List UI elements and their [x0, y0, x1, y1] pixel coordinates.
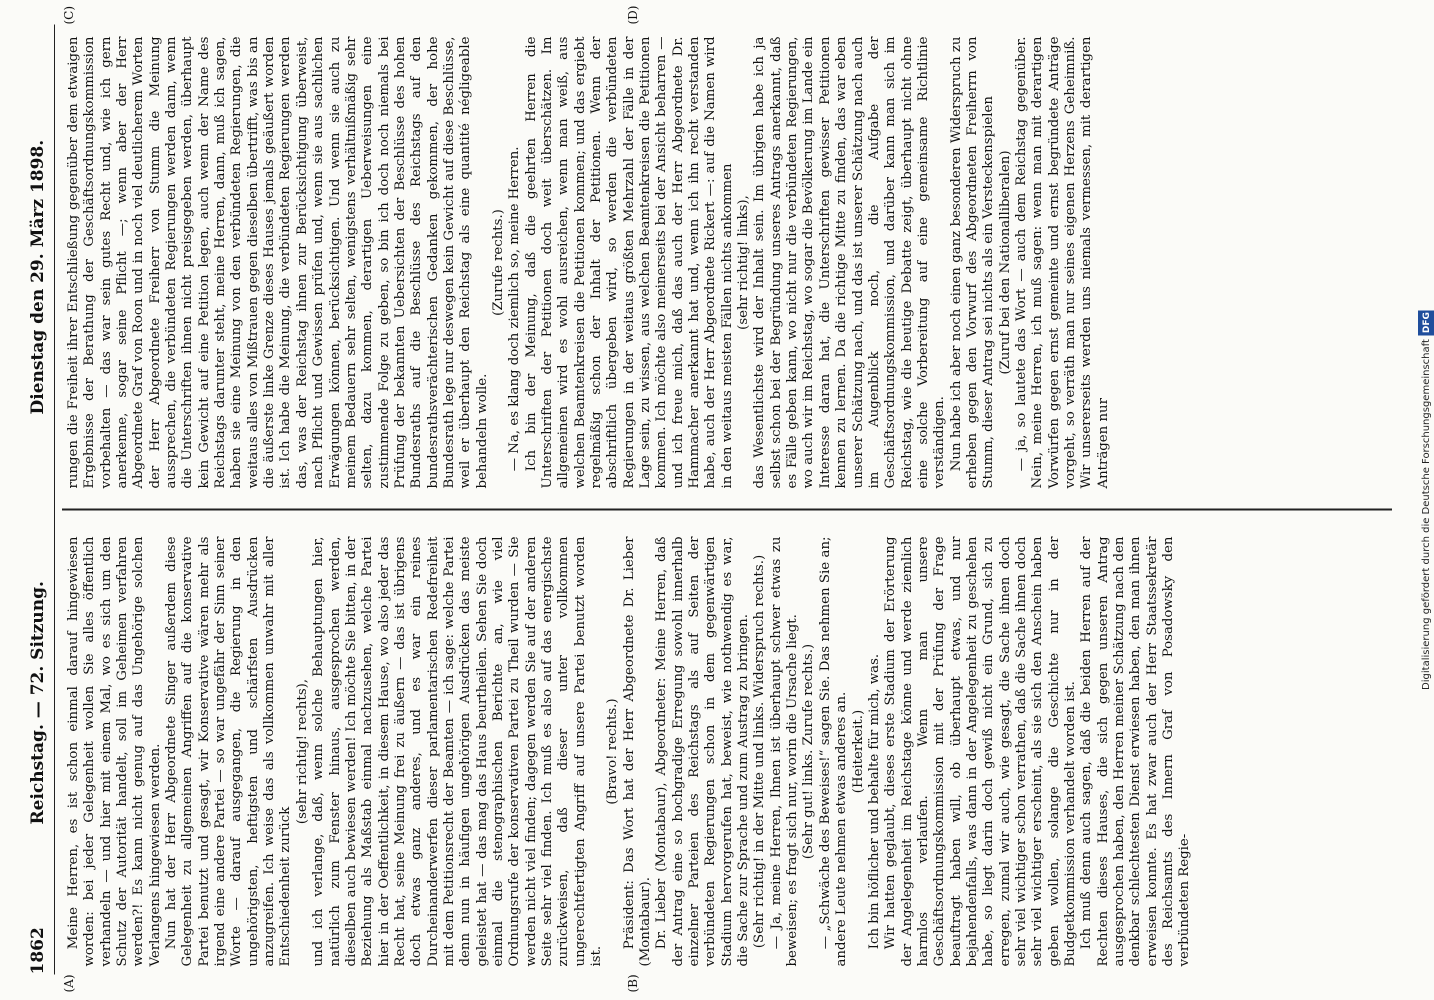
- left-column: [66, 537, 1194, 967]
- dfg-logo: DFG: [1418, 310, 1434, 335]
- speaker-paragraph: Dr. Lieber (Montabaur), Abgeordneter: Meine Herren, daß der Antrag eine so hochgradige Erregung sowohl innerhalb einzelner Parteien des Reichstags als auf Seiten der verbündeten Regierungen schon in dem gegenwärtigen Stadium hervorgerufen hat, beweist, wie nothwendig es war, die Sache zur Sprache und zum Austrag zu bringen.: [654, 536, 752, 967]
- margin-mark-b: (B): [626, 974, 640, 993]
- paragraph: Ich bin der Meinung, daß die geehrten Herren die Unterschriften der Petitionen doch weit überschätzen. Im allgemeinen wird es wohl ausreichen, wenn man weiß, aus welchen Beamtenkreisen die Petitionen kommen; und das ergiebt regelmäßig schon der Inhalt der Petitionen. Wenn der abschriftlich übergeben wird, so werden die verbündeten Regierungen in der weitaus größten Mehrzahl der Fälle in der Lage sein, zu wissen, aus welchen Beamtenkreisen die Petitionen kommen. Ich möchte also meinerseits bei der Ansicht beharren — und ich freue mich, daß das auch der Herr Abgeordnete Dr. Hammacher anerkannt hat und, wenn ich ihn recht verstanden habe, auch der Herr Abgeordnete Rickert —: auf die Namen wird in den weitaus meisten Fällen nichts ankommen: [523, 36, 735, 489]
- paragraph: Ich muß denn auch sagen, daß die beiden Herren auf der Rechten dieses Hauses, die sich gegen unseren Antrag ausgesprochen haben, den Herren meiner Schätzung nach den denkbar schlechtesten Dienst erwiesen haben, den man ihnen erweisen konnte. Es hat zwar auch der Herr Staatssekretär des Reichsamts des Innern Graf von Posadowsky den verbündeten Regie-: [1079, 536, 1193, 967]
- paragraph: Meine Herren, es ist schon einmal darauf hingewiesen worden: bei jeder Gelegenheit wollen Sie alles öffentlich verhandeln — und hier mit einem Mal, wo es sich um den Schutz der Autorität handelt, soll im Geheimen verfahren werden?! Es kann nicht genug auf das Ungehörige solchen Verlangens hingewiesen werden.: [66, 536, 163, 967]
- interjection: (Bravo! rechts.): [605, 698, 621, 805]
- interjection: (Heiterkeit.): [850, 709, 866, 794]
- digitization-stamp: [1418, 12, 1434, 987]
- paragraph: Wir hatten geglaubt, dieses erste Stadium der Erörterung der Angelegenheit im Reichstage könne und werde ziemlich harmlos verlaufen. Wenn man unsere Geschäftsordnungskommission mit der Prüfung der Frage beauftragt haben will, ob überhaupt etwas, und nur bejahendenfalls, was dann in der Angelegenheit zu geschehen habe, so liegt darin doch gewiß nicht ein Grund, sich zu erregen, zumal wir auch, wie gesagt, die Sache ihnen doch sehr viel wichtiger schon verrathen, daß die Sache ihnen doch sehr viel wichtiger erscheint, als sie sich den Anschein haben geben wollen, solange die Geschichte nur in der Budgetkommission verhandelt worden ist.: [883, 536, 1078, 967]
- interjection: (sehr richtig! rechts),: [294, 678, 310, 825]
- paragraph: — „Schwäche des Beweises!“ sagen Sie. Das nehmen Sie an; andere Leute nehmen etwas anderes an.: [817, 536, 850, 967]
- stamp-text: Digitalisierung gefördert durch die Deutsche Forschungsgemeinschaft: [1421, 338, 1432, 690]
- rotated-page-content: [20, 5, 1414, 993]
- margin-mark-d: (D): [626, 5, 640, 25]
- interjection: (Sehr gut! links. Zurufe rechts.): [801, 643, 817, 860]
- interjection: (sehr richtig! links),: [736, 195, 752, 330]
- paragraph: das Wesentlichste wird der Inhalt sein. Im übrigen habe ich ja selbst schon bei der Begründung unseres Antrags anerkannt, daß es Fälle geben kann, wo nicht nur die verbündeten Regierungen, wo auch wir im Reichstag, wo sogar die Bevölkerung im Lande ein Interesse daran hat, die Unterschriften gewisser Petitionen kennen zu lernen. Da die richtige Mitte zu finden, das war eben unserer Schätzung nach, und das ist unserer Schätzung nach auch im Augenblick noch, die Aufgabe der Geschäftsordnungskommission, und darüber kann man sich im Reichstag, wie die heutige Debatte zeigt, überhaupt nicht ohne eine solche Vorbereitung auf eine gemeinsame Richtlinie verständigen.: [752, 36, 948, 489]
- column-divider: [62, 509, 1392, 511]
- page-number: 1862: [28, 927, 48, 975]
- header-right-title: Dienstag den 29. März 1898.: [28, 139, 48, 415]
- paragraph: Nun habe ich aber noch einen ganz besonderen Widerspruch zu erheben gegen den Vorwurf des Abgeordneten Freiherrn von Stumm, dieser Antrag sei nichts als ein Versteckenspielen: [948, 36, 997, 489]
- paragraph: — Na, es klang doch ziemlich so, meine Herren.: [507, 146, 523, 472]
- right-column: [66, 37, 1112, 489]
- speaker-paragraph: Präsident: Das Wort hat der Herr Abgeordnete Dr. Lieber (Montabaur).: [621, 536, 654, 967]
- interjection: (Zurufe rechts.): [490, 209, 506, 316]
- page-header: [24, 27, 54, 975]
- header-left-title: Reichstag. — 72. Sitzung.: [28, 581, 48, 825]
- margin-mark-a: (A): [62, 974, 76, 993]
- header-rule: [54, 25, 55, 975]
- paragraph: und ich verlange, daß, wenn solche Behauptungen hier, natürlich zum Fenster hinaus, ausgesprochen werden, dieselben auch bewiesen werden! Ich möchte Sie bitten, in der Beziehung als Maßstab einmal nachzusehen, welche Partei hier in der Oeffentlichkeit, in diesem Hause, wo also jeder das Recht hat, seine Meinung frei zu äußern — das ist übrigens doch etwas ganz anderes, und es war ein reines Durcheinanderwerfen dieser parlamentarischen Redefreiheit mit dem Petitionsrecht der Beamten — ich sage: welche Partei denn nun in häufigen ungehörigen Ausdrücken das meiste geleistet hat — das mag das Haus beurtheilen. Sehen Sie doch einmal die stenographischen Berichte an, wie viel Ordnungsrufe der konservativen Partei zu Theil wurden — Sie werden nicht viel finden; dagegen werden Sie auf der anderen Seite sehr viel finden. Ich muß es also auf das energischste zurückweisen, daß dieser unter vollkommen ungerechtfertigten Angriff auf unsere Partei benutzt worden ist.: [311, 536, 604, 967]
- interjection: (Zuruf bei den Nationalliberalen): [997, 150, 1013, 375]
- paragraph: Nun hat der Herr Abgeordnete Singer außerdem diese Gelegenheit zu allgemeinen Angriffen auf die konservative Partei benutzt und gesagt, wir Konservative wären mehr als irgend eine andere Partei — so war ungefähr der Sinn seiner Worte — darauf ausgegangen, die Regierung in den ungehörigsten, heftigsten und schärfsten Ausdrücken anzugreifen. Ich weise das als vollkommen unwahr mit aller Entschiedenheit zurück: [164, 536, 294, 967]
- margin-mark-c: (C): [62, 5, 76, 25]
- paragraph: rungen die Freiheit ihrer Entschließung gegenüber dem etwaigen Ergebnisse der Berathung der Geschäftsordnungskommission vorbehalten — das war sein gutes Recht und, wie ich gern anerkenne, sogar seine Pflicht —; wenn aber der Herr Abgeordnete Graf von Roon und in noch viel deutlicherem Worten der Herr Abgeordnete Freiherr von Stumm die Meinung aussprechen, die verbündeten Regierungen werden dann, wenn die Unterschriften ihnen nicht preisgegeben werden, überhaupt kein Gewicht auf eine Petition legen, auch wenn der Name des Reichstags darunter steht, meine Herren, dann, muß ich sagen, haben sie eine Meinung von den verbündeten Regierungen, die weitaus alles von Mißtrauen gegen dieselben übertrifft, was bis an die äußerste linke Grenze dieses Hauses jemals geäußert worden ist. Ich habe die Meinung, die verbündeten Regierungen werden das, was der Reichstag ihnen zur Berücksichtigung überweist, nach Pflicht und Gewissen prüfen und, wenn sie aus sachlichen Erwägungen können, berücksichtigen. Und wenn sie auch zu meinem Bedauern sehr selten, wenigstens verhältnißmäßig sehr selten, dazu kommen, derartigen Ueberweisungen eine zustimmende Folge zu geben, so bin ich doch noch niemals bei Prüfung der bekannten Uebersichten der Beschlüsse des hohen Bundesraths auf die Beschlüsse des Reichstags auf den bundesrathsverächterischen Gedanken gekommen, der hohe Bundesrath lege nur deswegen kein Gewicht auf diese Beschlüsse, weil er überhaupt den Reichstag als eine quantité négligeable behandeln wolle.: [66, 36, 490, 489]
- paragraph: — ja, so lautete das Wort — auch dem Reichstag gegenüber. Nein, meine Herren, ich muß sagen: wenn man mit derartigen Vorwürfen gegen ernst gemeinte und ernst begründete Anträge vorgeht, so verräth man nur seines eigenen Herzens Geheimniß. Wir unsererseits werden uns niemals vermessen, mit derartigen Anträgen nur: [1013, 36, 1111, 489]
- interjection: (Sehr richtig! in der Mitte und links. Widerspruch rechts.): [752, 554, 768, 949]
- paragraph: — Ja, meine Herren, Ihnen ist überhaupt schwer etwas zu beweisen; es fragt sich nur, worin die Ursache liegt.: [768, 536, 801, 967]
- paragraph: Ich bin höflicher und behalte für mich, was.: [866, 653, 882, 950]
